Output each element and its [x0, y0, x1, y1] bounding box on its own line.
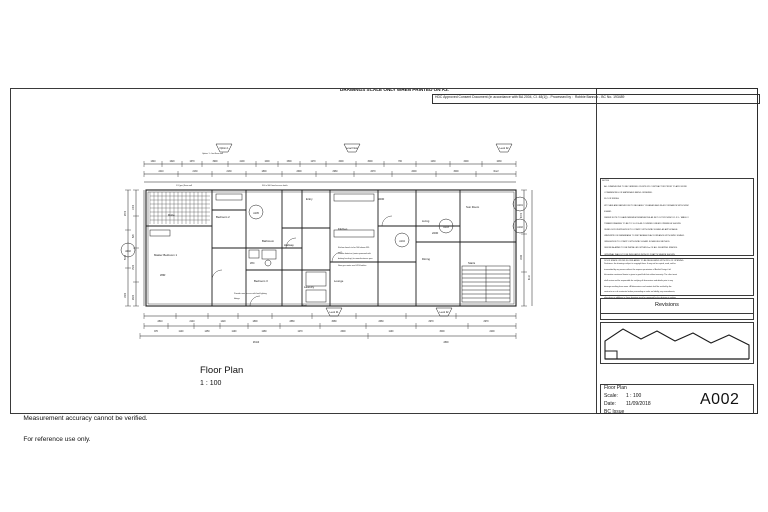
plan-note: Smoke detector (mains powered with: [338, 253, 371, 255]
note-line: INTERNAL WALLS TO BE INSULATED WITH R2.2 BATTS WHERE SHOWN.: [604, 253, 676, 256]
svg-text:Option 1: Option 1: [219, 147, 229, 150]
note-line: SMOKE ALARMS TO BE INSTALLED WITHIN 3m OF ALL SLEEPING SPACES.: [604, 247, 678, 250]
svg-text:Level Floor: Level Floor: [346, 147, 358, 150]
room-label: WIR: [160, 273, 166, 277]
plan-note: 1/1 (per) floor wall: [176, 185, 193, 187]
plan-note: battery back-up) to manufacturers spec: [338, 258, 373, 260]
svg-text:3000: 3000: [439, 331, 445, 333]
room-label: Robe: [168, 213, 175, 217]
svg-text:2960: 2960: [332, 171, 338, 173]
note-line: ALL DIMENSIONS TO BE VERIFIED ON SITE BY CONTRACTOR PRIOR TO ANY WORK: [604, 186, 687, 189]
disclaimer-line: shall review and be responsible for verifying all dimensions and details prior to any: [604, 280, 673, 283]
svg-text:Level 02: Level 02: [439, 311, 449, 314]
svg-text:2070: 2070: [370, 171, 376, 173]
svg-text:3900: 3900: [212, 161, 218, 163]
consent-approval-text: HDC Approved Consent Document (in accordance with BA 2004, Cl. 48(1)) - Processed by : Robbie Bannoo - BC No. 193489: [435, 94, 625, 99]
svg-text:1820: 1820: [125, 292, 127, 298]
svg-text:1230: 1230: [430, 161, 436, 163]
date-value: 11/09/2018: [626, 401, 651, 407]
plan-note: 900 x 900 fixed access hatch: [262, 185, 288, 187]
room-label: Entry: [306, 197, 313, 201]
notes-text: [602, 180, 689, 266]
note-line: KITCHEN AND BATHROOM TO BE EASILY CLEANED AND IN ACCORDANCE WITH NZBC: [604, 204, 690, 207]
svg-text:2660: 2660: [378, 321, 384, 323]
svg-text:1640: 1640: [521, 254, 523, 260]
plan-note: Provide new access with bed lighting: [234, 293, 267, 295]
note-line: INSULATION TO COMPLY WITH NZBC H1/AS1 SCHEDULE METHOD.: [604, 241, 671, 244]
svg-text:A102: A102: [517, 226, 523, 229]
note-line: TIMBER FRAMING TO BE TO 3.4.1 B AS COVERED UNDER OPENINGS SHOWN.: [604, 222, 682, 225]
svg-text:2800: 2800: [443, 342, 449, 344]
scale-value: 1 : 100: [626, 393, 642, 399]
svg-text:1800: 1800: [252, 321, 258, 323]
svg-text:2970: 2970: [483, 321, 489, 323]
plan-note: Shelf: [302, 305, 307, 307]
floor-plan-drawing: [80, 130, 592, 360]
svg-text:1340: 1340: [150, 161, 156, 163]
note-line: COMMENCING OR MATERIALS BEING ORDERED.: [604, 192, 653, 195]
svg-text:2970: 2970: [428, 321, 434, 323]
room-label: Laundry: [304, 285, 315, 289]
svg-text:1300: 1300: [133, 204, 135, 210]
plan-note: Kitchen bench to be 900 above FFL: [338, 247, 370, 249]
date-row: [604, 402, 651, 407]
svg-text:1140: 1140: [178, 331, 184, 333]
svg-text:28110: 28110: [252, 342, 260, 344]
svg-text:970: 970: [154, 331, 158, 333]
room-label: Master Bedroom 1: [154, 253, 178, 257]
svg-text:3080: 3080: [331, 321, 337, 323]
disclaimer-line: contractor or sub contractor before proceeding or make no liability, any amendments,: [604, 291, 676, 294]
svg-text:1520: 1520: [133, 264, 135, 270]
disclaimer-line: Information contained herein is given in good faith but without warranty. The client must: [604, 274, 677, 277]
svg-text:2810: 2810: [157, 321, 163, 323]
room-label: Stairs: [468, 261, 476, 265]
svg-text:2600: 2600: [296, 171, 302, 173]
room-label: Lounge: [334, 279, 344, 283]
revisions-body: [600, 314, 754, 320]
room-label: 2200: [432, 231, 439, 235]
svg-text:Roof: Roof: [493, 171, 499, 173]
svg-text:2200: 2200: [489, 331, 495, 333]
svg-text:1000: 1000: [264, 161, 270, 163]
scale-row: [604, 394, 641, 399]
room-label: Bathroom: [262, 239, 275, 243]
svg-text:Level 02: Level 02: [499, 147, 509, 150]
svg-text:3400: 3400: [338, 161, 344, 163]
svg-text:700: 700: [398, 161, 402, 163]
plan-note: fittings: [234, 298, 240, 300]
svg-text:2870: 2870: [125, 210, 127, 216]
drawing-name: Floor Plan: [604, 385, 627, 391]
svg-text:1270: 1270: [310, 161, 316, 163]
svg-text:2600: 2600: [340, 331, 346, 333]
svg-text:A105: A105: [253, 212, 259, 215]
svg-text:2860: 2860: [289, 321, 295, 323]
note-line: E3/AS1.: [604, 210, 612, 213]
scale-label: Scale:: [604, 393, 618, 399]
house-logo-icon: [601, 323, 753, 363]
scale-only-note: DRAWINGS SCALE ONLY WHEN PRINTED ON A3.: [340, 87, 449, 92]
svg-text:4110: 4110: [529, 275, 531, 280]
disclaimer-line: damage resulting from same. All dimensions and content shall be verified by the: [604, 285, 672, 288]
measurement-disclaimer: [16, 404, 148, 455]
measurement-disclaimer-line1: Measurement accuracy cannot be verified.: [23, 415, 148, 423]
svg-text:1420: 1420: [220, 321, 226, 323]
note-line: FLOOR FINISH:: [604, 198, 620, 201]
svg-text:1270: 1270: [297, 331, 303, 333]
svg-text:820: 820: [133, 234, 135, 238]
note-line: SUBFLOOR VENTILATION TO COMPLY WITH NZBC E2/AS1 AS APPLICABLE.: [604, 229, 678, 231]
svg-text:1500: 1500: [286, 161, 292, 163]
svg-text:A101: A101: [517, 204, 523, 207]
issue-status: BC Issue: [604, 409, 625, 415]
room-label: Dining: [422, 257, 430, 261]
svg-text:A103: A103: [443, 226, 449, 229]
svg-text:1030: 1030: [496, 161, 502, 163]
room-label: Hallway: [284, 243, 294, 247]
notes-heading: NOTES: [602, 180, 610, 182]
svg-text:3000: 3000: [453, 171, 459, 173]
disclaimer-line: alterations or additions to these drawings must be approved by the designer in writing.: [604, 297, 677, 300]
svg-text:1280: 1280: [261, 331, 267, 333]
plan-note: New gas meter and LPG bottles: [338, 265, 367, 267]
room-label: Bedroom 2: [216, 215, 230, 219]
revisions-label: Revisions: [655, 302, 679, 308]
room-label: Kitchen: [338, 227, 348, 231]
svg-text:A002: A002: [125, 250, 131, 253]
note-line: WATERPROOF MEMBRANE TO WET AREAS IN ACCORDANCE WITH NZBC E3/AS1.: [604, 235, 685, 238]
svg-text:2130: 2130: [226, 171, 232, 173]
svg-text:3000: 3000: [367, 161, 373, 163]
plan-note: Option 1 - first floor wall: [202, 153, 224, 155]
svg-text:1620: 1620: [169, 161, 175, 163]
room-label: WC: [250, 261, 255, 265]
note-line: REFER NOTE TO HAVE MINIMUM DIMENSIONS AS SET OUT BY NZBC D1.3.3 - TABLE 2.: [604, 216, 690, 219]
disclaimer-line: transmitted by any means without the express permission of Bartlett Design Ltd.: [604, 268, 671, 271]
svg-text:2130: 2130: [192, 171, 198, 173]
svg-text:2620: 2620: [133, 294, 135, 300]
room-label: Bedroom 3: [254, 279, 268, 283]
svg-text:4370: 4370: [521, 212, 523, 218]
svg-text:2000: 2000: [411, 171, 417, 173]
sheet-number: A002: [700, 391, 740, 408]
svg-text:2410: 2410: [158, 171, 164, 173]
svg-text:2140: 2140: [189, 321, 195, 323]
plan-scale: 1 : 100: [200, 380, 222, 387]
svg-text:1450: 1450: [204, 331, 210, 333]
svg-text:1100: 1100: [231, 331, 237, 333]
note-line: ROOF SPACE CROSS FLOWS AIRED TO BE REGULATED WITH 25% OF OPENING.: [604, 259, 684, 262]
svg-text:Level 01: Level 01: [329, 311, 339, 314]
room-label: 3200: [378, 197, 385, 201]
svg-text:1800: 1800: [261, 171, 267, 173]
measurement-disclaimer-line2: For reference use only.: [23, 435, 91, 443]
svg-text:1670: 1670: [189, 161, 195, 163]
room-label: Living: [422, 219, 430, 223]
disclaimer-text: [602, 260, 677, 303]
svg-text:A104: A104: [399, 240, 405, 243]
plan-title: Floor Plan: [200, 365, 244, 376]
svg-text:5180: 5180: [125, 254, 127, 260]
room-label: Sun Room: [466, 205, 480, 209]
svg-text:1100: 1100: [388, 331, 394, 333]
svg-text:3400: 3400: [463, 161, 469, 163]
disclaimer-line: Disclaimer: the drawings subject to copyright laws. It may not be copied, used, sold or: [604, 262, 676, 265]
svg-text:4100: 4100: [239, 161, 245, 163]
date-label: Date:: [604, 401, 616, 407]
